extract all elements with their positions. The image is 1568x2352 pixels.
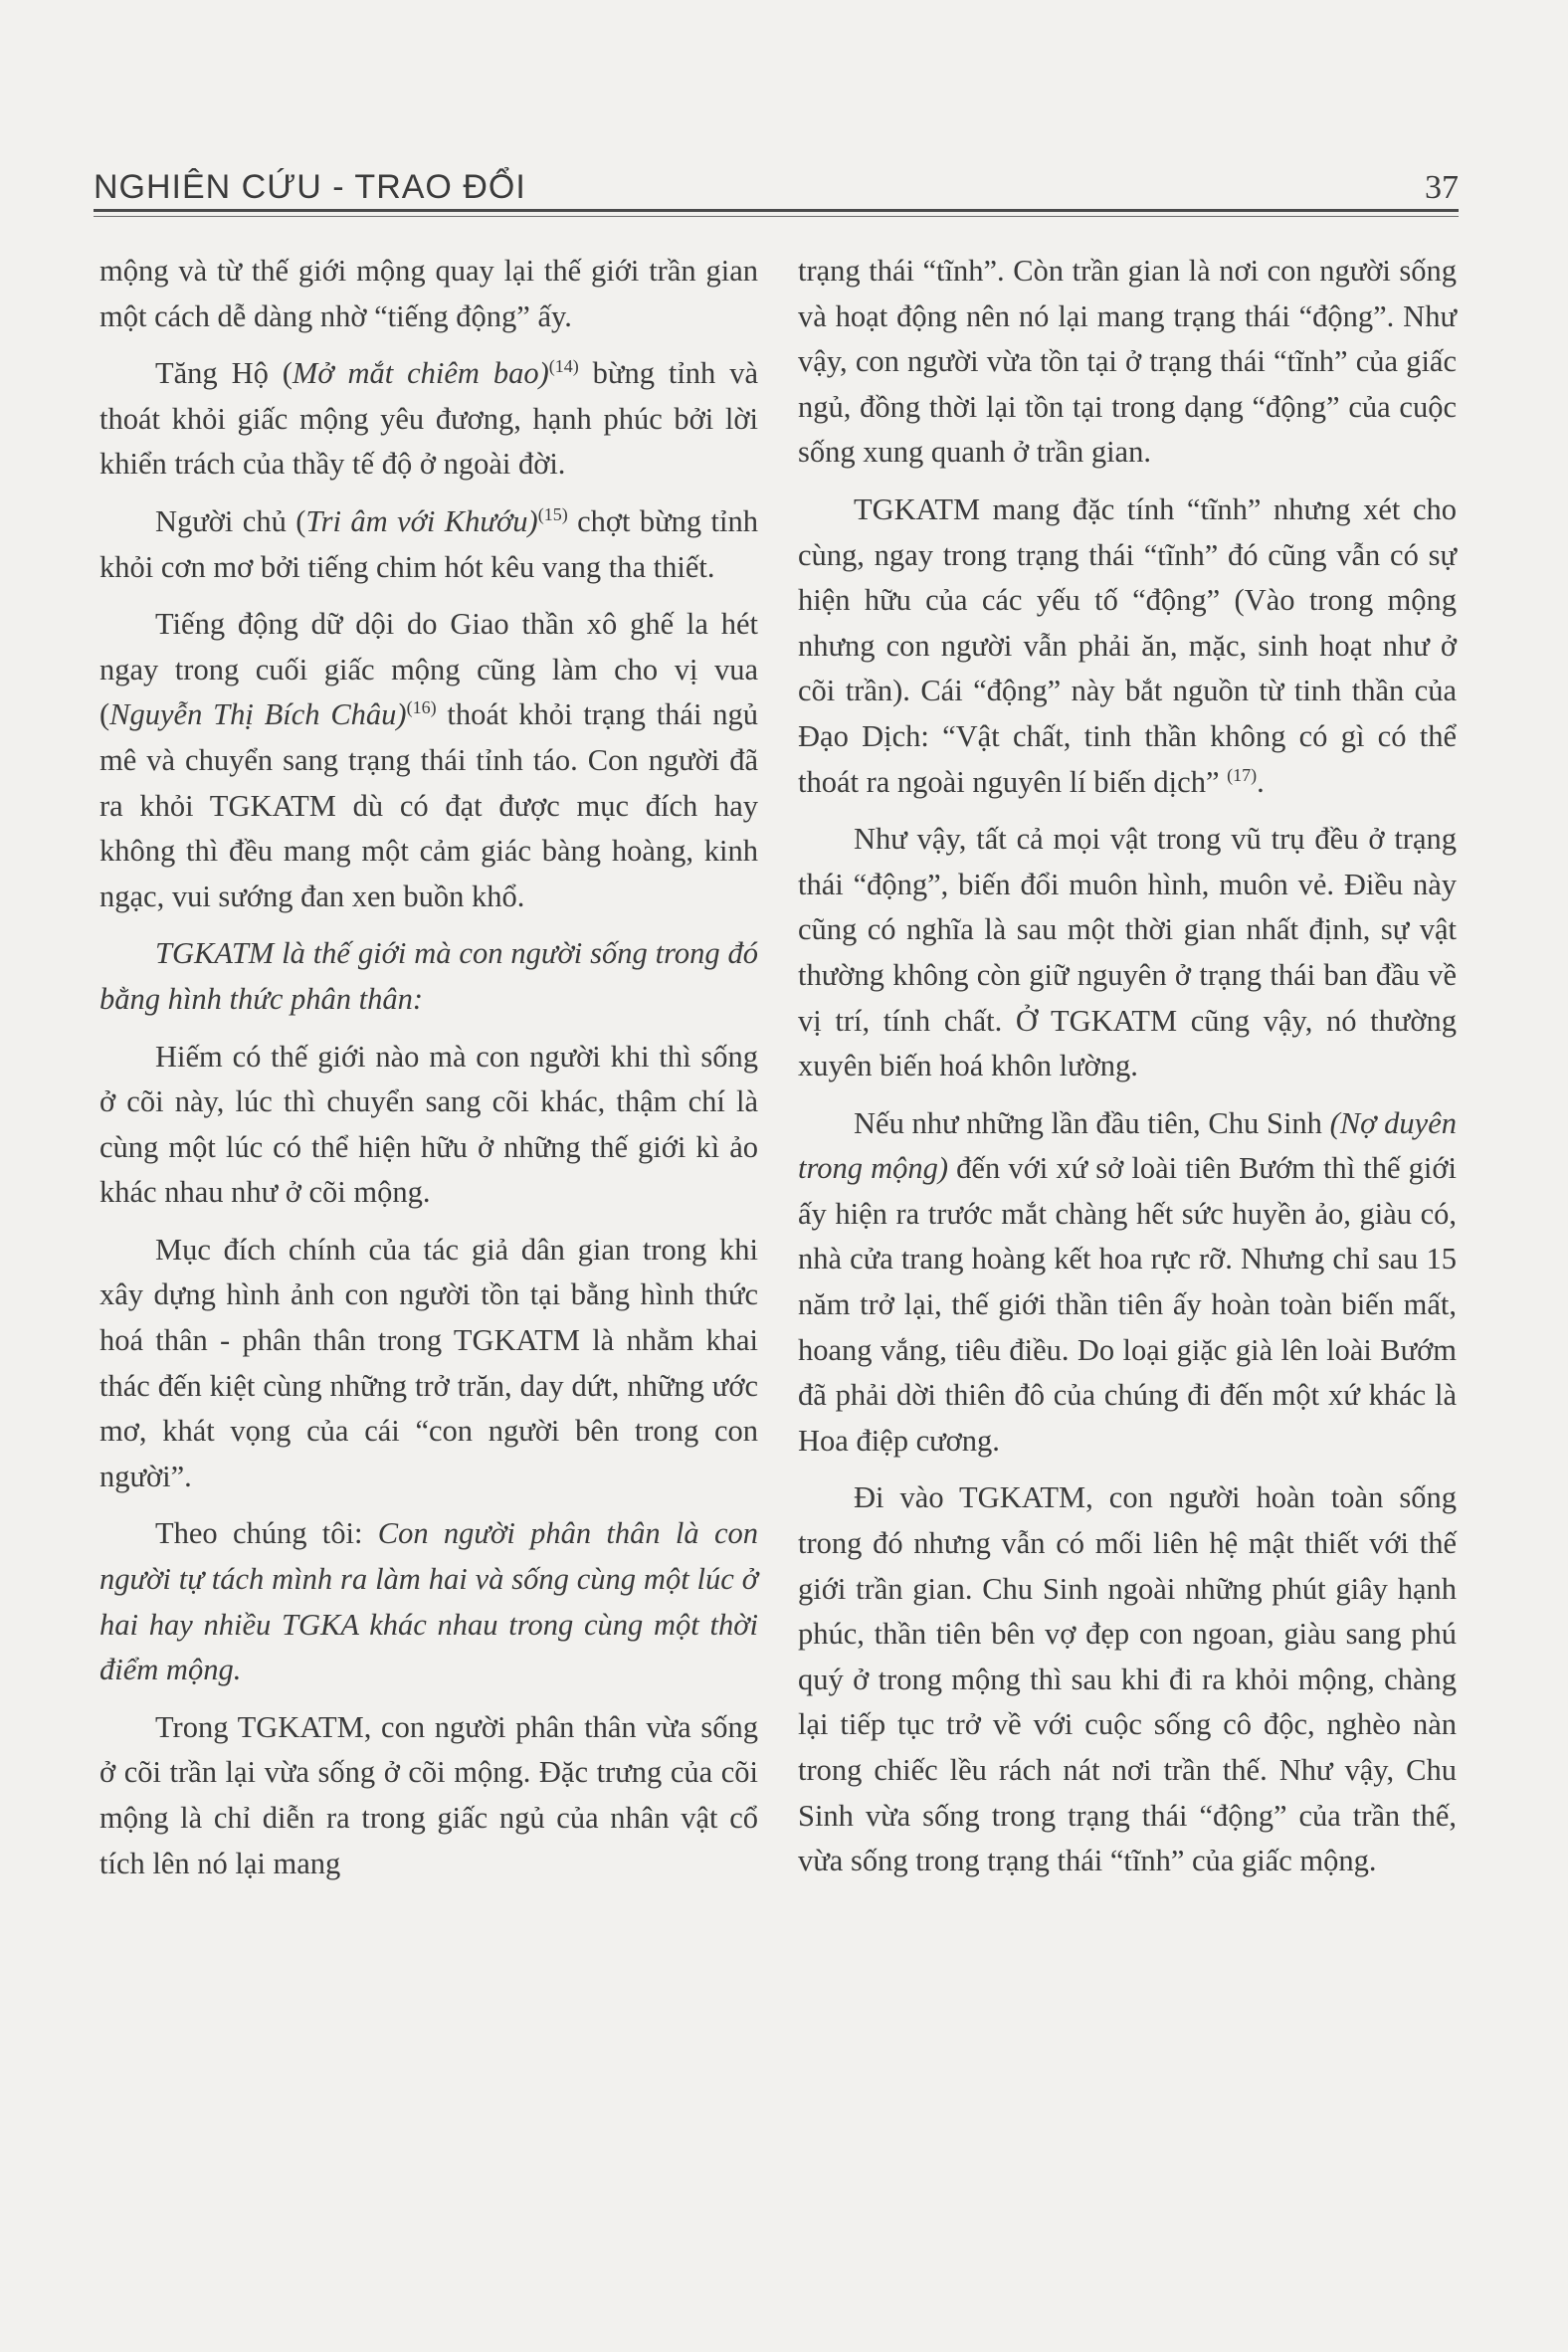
section-title: NGHIÊN CỨU - TRAO ĐỔI <box>94 168 526 206</box>
paragraph <box>798 817 1457 1089</box>
right-column <box>798 249 1457 1896</box>
footnote-ref: (14) <box>548 356 579 377</box>
paragraph <box>798 249 1457 476</box>
text-run: Như vậy, tất cả mọi vật trong vũ trụ đều ở trạng thái “động”, biến đổi muôn hình, muôn vẻ. Điều này cũng có nghĩa là sau một thời gian nhất định, sự vật thường không còn giữ nguyên ở trạng thái ban đầu về vị trí, tính chất. Ở TGKATM cũng vậy, nó thường xuyên biến hoá khôn lường. <box>798 822 1457 1083</box>
text-run: Tiếng động dữ dội do Giao thần xô ghế la hét ngay trong cuối giấc mộng cũng làm cho vị vua ( <box>99 607 758 732</box>
paragraph <box>99 1705 758 1886</box>
text-run: chợt bừng tỉnh khỏi cơn mơ bởi tiếng chim hót kêu vang tha thiết. <box>99 503 759 584</box>
text-run: mộng và từ thế giới mộng quay lại thế giới trần gian một cách dễ dàng nhờ “tiếng động” ấy. <box>99 254 758 333</box>
paragraph <box>99 1228 758 1500</box>
header-rule-thick <box>94 209 1459 212</box>
paragraph <box>99 249 758 339</box>
footnote-ref: (15) <box>537 503 568 524</box>
paragraph <box>798 488 1457 805</box>
text-run: bừng tỉnh và thoát khỏi giấc mộng yêu đương, hạnh phúc bởi lời khiển trách của thầy tế độ ở ngoài đời. <box>99 356 758 482</box>
italic-text: Nguyễn Thị Bích Châu) <box>109 697 407 732</box>
paragraph <box>798 1101 1457 1465</box>
text-run: Hiếm có thế giới nào mà con người khi thì sống ở cõi này, lúc thì chuyển sang cõi khác, thậm chí là cùng một lúc có thể hiện hữu ở những thế giới kì ảo khác nhau như ở cõi mộng. <box>99 1039 758 1210</box>
text-run: đến với xứ sở loài tiên Bướm thì thế giới ấy hiện ra trước mắt chàng hết sức huyền ảo, giàu có, nhà cửa trang hoàng kết hoa rực rỡ. Nhưng chỉ sau 15 năm trở lại, thế giới thần tiên ấy hoàn toàn biến mất, hoang vắng, tiêu điều. Do loại giặc già lên loài Bướm đã phải dời thiên đô của chúng đi đến một xứ khác là Hoa điệp cương. <box>798 1151 1457 1458</box>
paragraph <box>99 1511 758 1692</box>
italic-text: (Nợ duyên trong mộng) <box>798 1105 1457 1186</box>
left-column <box>99 249 758 1898</box>
footnote-ref: (16) <box>406 697 437 718</box>
italic-text: Tri âm với Khướu) <box>305 503 538 538</box>
text-run: trạng thái “tĩnh”. Còn trần gian là nơi con người sống và hoạt động nên nó lại mang trạng thái “động”. Như vậy, con người vừa tồn tại ở trạng thái “tĩnh” của giấc ngủ, đồng thời lại tồn tại trong dạng “động” của cuộc sống xung quanh ở trần gian. <box>798 254 1457 470</box>
text-run: thoát khỏi trạng thái ngủ mê và chuyển sang trạng thái tỉnh táo. Con người đã ra khỏi TGKATM dù có đạt được mục đích hay không thì đều mang một cảm giác bàng hoàng, kinh ngạc, vui sướng đan xen buồn khổ. <box>99 697 758 913</box>
text-run: Theo chúng tôi: <box>155 1516 378 1551</box>
paragraph <box>798 1475 1457 1883</box>
text-run: Tăng Hộ ( <box>155 356 293 391</box>
text-run: . <box>1257 764 1265 799</box>
header-rule-thin <box>94 216 1459 217</box>
footnote-ref: (17) <box>1227 764 1258 785</box>
text-run: Đi vào TGKATM, con người hoàn toàn sống trong đó nhưng vẫn có mối liên hệ mật thiết với thế giới trần gian. Chu Sinh ngoài những phút giây hạnh phúc, thần tiên bên vợ đẹp con ngoan, giàu sang phú quý ở trong mộng thì sau khi đi ra khỏi mộng, chàng lại tiếp tục trở về với cuộc sống cô độc, nghèo nàn trong chiếc lều rách nát nơi trần thế. Như vậy, Chu Sinh vừa sống trong trạng thái “động” của trần thế, vừa sống trong trạng thái “tĩnh” của giấc mộng. <box>798 1480 1457 1878</box>
paragraph <box>99 602 758 919</box>
paragraph <box>99 499 758 590</box>
paragraph <box>99 351 758 488</box>
text-run: Trong TGKATM, con người phân thân vừa sống ở cõi trần lại vừa sống ở cõi mộng. Đặc trưng của cõi mộng là chỉ diễn ra trong giấc ngủ của nhân vật cổ tích lên nó lại mang <box>99 1709 758 1880</box>
text-run: TGKATM là thế giới mà con người sống trong đó bằng hình thức phân thân: <box>99 936 758 1016</box>
italic-text: Mở mắt chiêm bao) <box>292 356 549 391</box>
running-header <box>94 159 1459 207</box>
page-number: 37 <box>1425 169 1459 206</box>
text-run: Người chủ ( <box>155 503 306 538</box>
text-run: TGKATM mang đặc tính “tĩnh” nhưng xét cho cùng, ngay trong trạng thái “tĩnh” đó cũng vẫn có sự hiện hữu của các yếu tố “động” (Vào trong mộng nhưng con người vẫn phải ăn, mặc, sinh hoạt như ở cõi trần). Cái “động” này bắt nguồn từ tinh thần của Đạo Dịch: “Vật chất, tinh thần không có gì có thể thoát ra ngoài nguyên lí biến dịch” <box>798 491 1457 799</box>
paragraph <box>99 1035 758 1216</box>
text-run: Nếu như những lần đầu tiên, Chu Sinh <box>854 1105 1330 1140</box>
italic-text: Con người phân thân là con người tự tách mình ra làm hai và sống cùng một lúc ở hai hay nhiều TGKA khác nhau trong cùng một thời điểm mộng. <box>99 1516 758 1687</box>
text-run: Mục đích chính của tác giả dân gian trong khi xây dựng hình ảnh con người tồn tại bằng hình thức hoá thân - phân thân trong TGKATM là nhằm khai thác đến kiệt cùng những trở trăn, day dứt, những ước mơ, khát vọng của cái “con người bên trong con người”. <box>99 1232 758 1493</box>
subheading <box>99 931 758 1022</box>
